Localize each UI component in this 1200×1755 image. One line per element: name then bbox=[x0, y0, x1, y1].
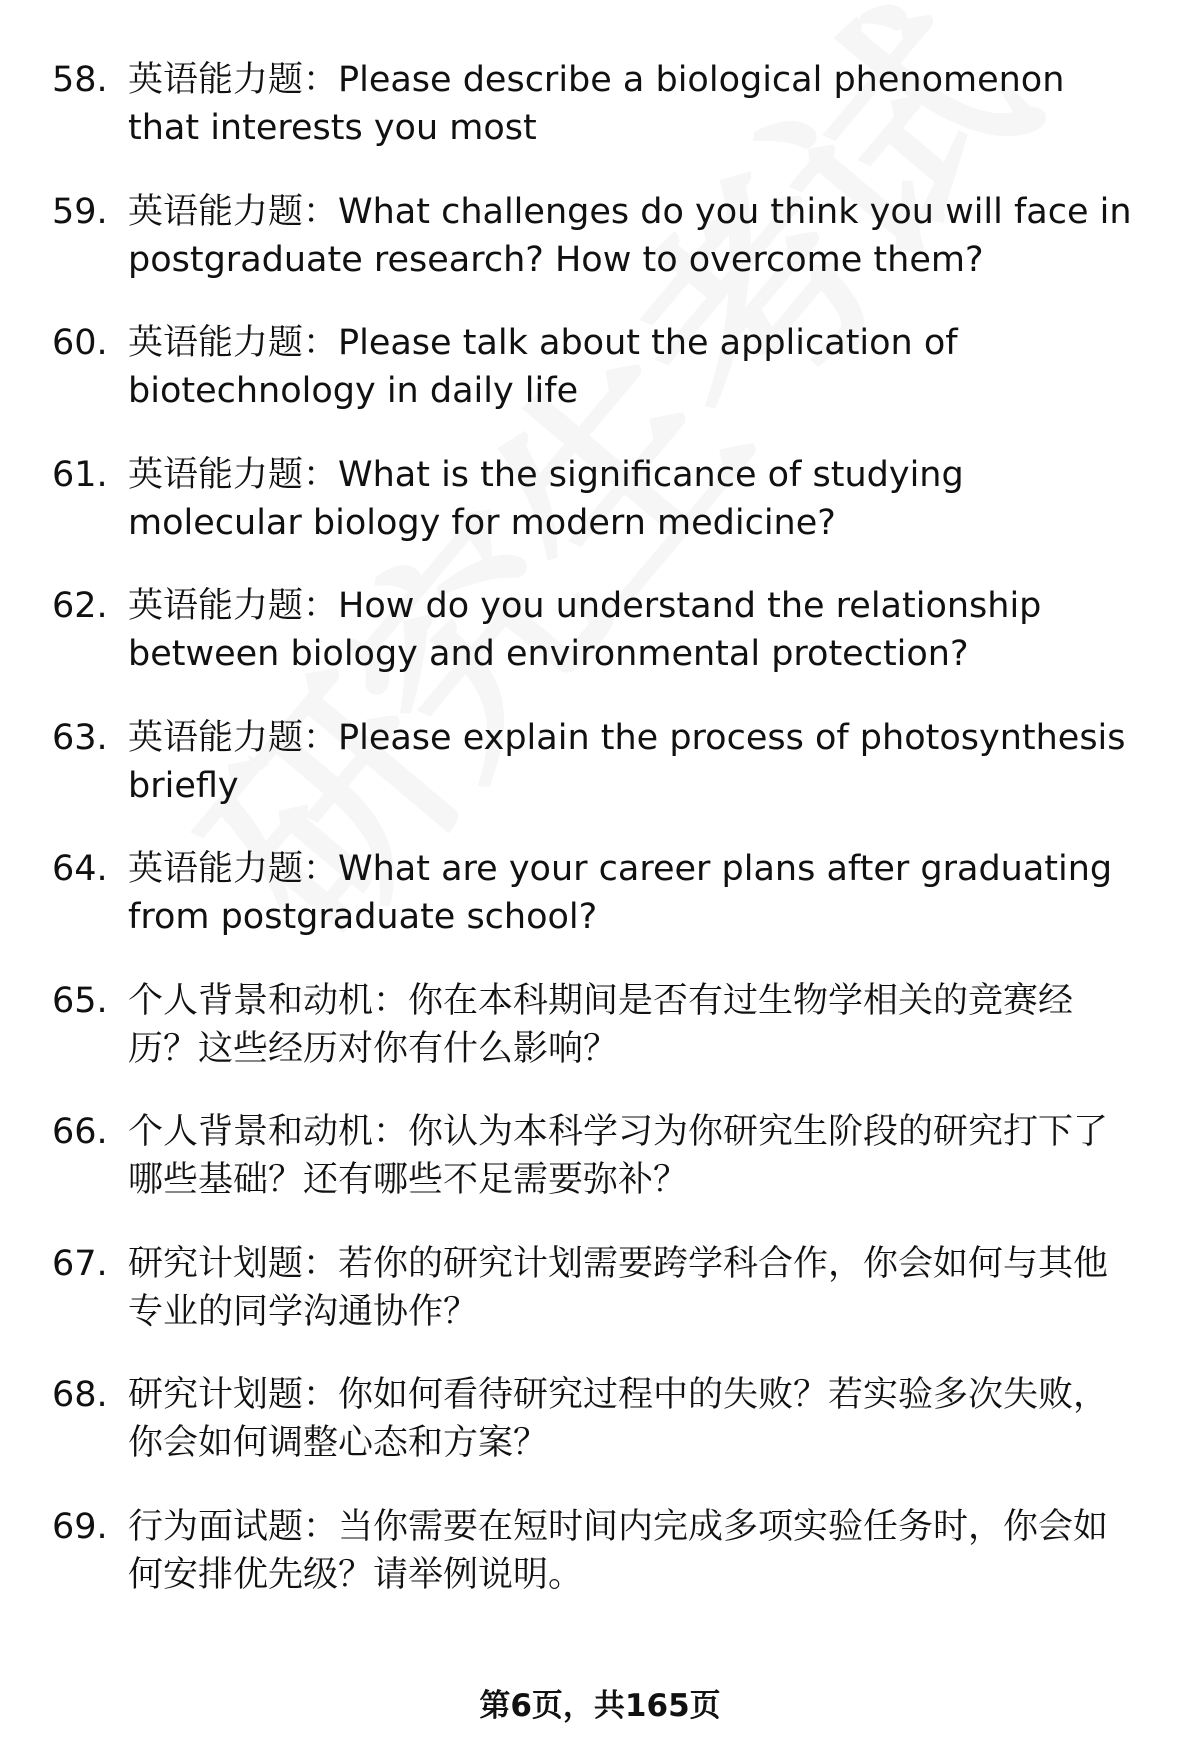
question-number: 62. bbox=[52, 586, 108, 626]
question-item bbox=[52, 1108, 1142, 1240]
question-number: 69. bbox=[52, 1506, 108, 1547]
question-list bbox=[52, 56, 1142, 1634]
question-text: 英语能力题：What is the significance of studying molecular biology for modern medicine? bbox=[128, 454, 964, 543]
question-number: 60. bbox=[52, 323, 108, 363]
question-text: 英语能力题：How do you understand the relationship between biology and environmental protection? bbox=[128, 586, 1042, 674]
question-item bbox=[52, 714, 1142, 846]
question-number: 66. bbox=[52, 1112, 108, 1152]
question-text: 英语能力题：Please describe a biological phenomenon that interests you most bbox=[128, 60, 1065, 148]
question-item bbox=[52, 977, 1142, 1109]
question-item bbox=[52, 1240, 1142, 1372]
question-text: 英语能力题：What challenges do you think you will face in postgraduate research? How to overcome them? bbox=[128, 191, 1132, 280]
question-item bbox=[52, 845, 1142, 977]
question-text: 研究计划题：若你的研究计划需要跨学科合作，你会如何与其他专业的同学沟通协作？ bbox=[128, 1243, 1109, 1332]
question-number: 63. bbox=[52, 717, 108, 758]
question-text: 个人背景和动机：你认为本科学习为你研究生阶段的研究打下了哪些基础？还有哪些不足需要弥补？ bbox=[128, 1112, 1109, 1200]
question-number: 58. bbox=[52, 60, 108, 100]
question-number: 68. bbox=[52, 1375, 108, 1415]
page-number-footer: 第6页，共165页 bbox=[479, 1688, 721, 1724]
question-item bbox=[52, 1503, 1142, 1635]
question-item bbox=[52, 582, 1142, 714]
question-text: 英语能力题：What are your career plans after graduating from postgraduate school? bbox=[128, 849, 1113, 937]
question-number: 65. bbox=[52, 980, 108, 1021]
question-text: 英语能力题：Please explain the process of photosynthesis briefly bbox=[128, 717, 1126, 806]
question-text: 行为面试题：当你需要在短时间内完成多项实验任务时，你会如何安排优先级？请举例说明。 bbox=[128, 1506, 1109, 1595]
question-item bbox=[52, 451, 1142, 583]
question-item bbox=[52, 188, 1142, 320]
question-item bbox=[52, 319, 1142, 451]
question-number: 67. bbox=[52, 1243, 108, 1284]
question-item bbox=[52, 1371, 1142, 1503]
question-number: 59. bbox=[52, 191, 108, 232]
question-number: 61. bbox=[52, 454, 108, 495]
question-number: 64. bbox=[52, 849, 108, 889]
question-text: 英语能力题：Please talk about the application of biotechnology in daily life bbox=[128, 323, 958, 411]
question-text: 个人背景和动机：你在本科期间是否有过生物学相关的竞赛经历？这些经历对你有什么影响？ bbox=[128, 980, 1074, 1069]
question-item bbox=[52, 56, 1142, 188]
question-text: 研究计划题：你如何看待研究过程中的失败？若实验多次失败，你会如何调整心态和方案？ bbox=[128, 1375, 1109, 1463]
